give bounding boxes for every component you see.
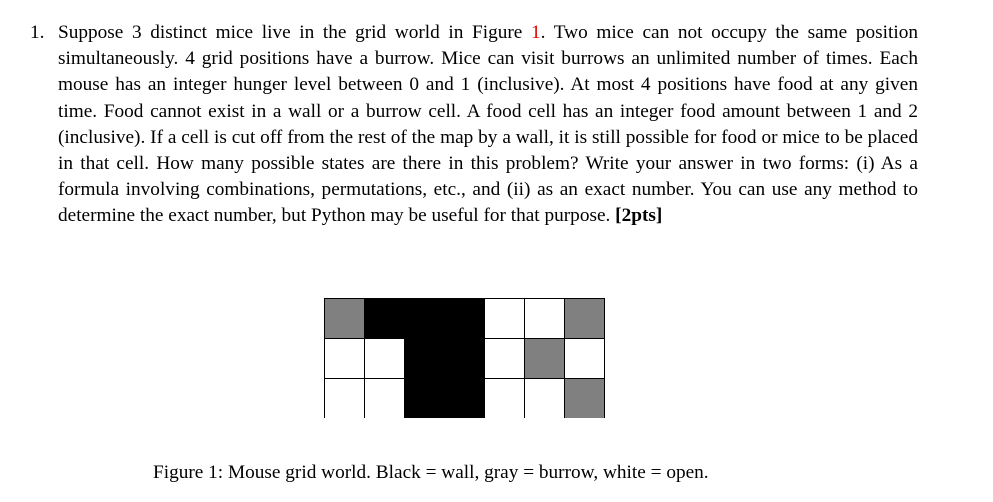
problem-text-rest: . Two mice can not occupy the same position simultaneously. 4 grid positions have a burrow. Mice can visit burrows an unlimited number of times. Each mouse has an integer hunger level between 0 and 1 (inclusive). At most 4 positions have food at any given time. Food cannot exist in a wall or a burrow cell. A food cell has an integer food amount between 1 and 2 (inclusive). If a cell is cut off from the rest of the map by a wall, it is still possible for food or mice to be placed in that cell. How many possible states are there in this problem? Write your answer in two forms: (i) As a formula involving combinations, permutations, etc., and (ii) as an exact number. You can use any method to determine the exact number, but Python may be useful for that purpose. bbox=[58, 22, 918, 227]
figure-caption: Figure 1: Mouse grid world. Black = wall, gray = burrow, white = open. bbox=[153, 462, 709, 483]
grid-cell-wall bbox=[405, 299, 445, 339]
grid-cell-burrow bbox=[565, 299, 605, 339]
grid-cell-open bbox=[485, 299, 525, 339]
grid-cell-open bbox=[325, 379, 365, 419]
grid-cell-open bbox=[485, 379, 525, 419]
grid-cell-wall bbox=[405, 339, 445, 379]
grid-cell-open bbox=[485, 339, 525, 379]
problem-statement bbox=[30, 20, 918, 230]
grid-cell-burrow bbox=[565, 379, 605, 419]
grid-cell-wall bbox=[445, 299, 485, 339]
grid-cell-open bbox=[325, 339, 365, 379]
grid-world-svg bbox=[323, 297, 606, 418]
grid-cell-wall bbox=[365, 299, 405, 339]
problem-number: 1. bbox=[30, 22, 45, 43]
grid-cell-open bbox=[525, 379, 565, 419]
problem-text-start: Suppose 3 distinct mice live in the grid world in Figure bbox=[58, 22, 531, 43]
problem-body bbox=[58, 20, 918, 230]
points-label: [2pts] bbox=[615, 205, 663, 227]
grid-cell-open bbox=[365, 339, 405, 379]
grid-world-figure bbox=[323, 297, 606, 418]
grid-cell-burrow bbox=[325, 299, 365, 339]
grid-cell-open bbox=[365, 379, 405, 419]
grid-cell-wall bbox=[445, 379, 485, 419]
figure-reference-link[interactable]: 1 bbox=[531, 22, 541, 43]
grid-cell-open bbox=[565, 339, 605, 379]
grid-cell-wall bbox=[445, 339, 485, 379]
grid-cell-wall bbox=[405, 379, 445, 419]
grid-cell-open bbox=[525, 299, 565, 339]
grid-cell-burrow bbox=[525, 339, 565, 379]
